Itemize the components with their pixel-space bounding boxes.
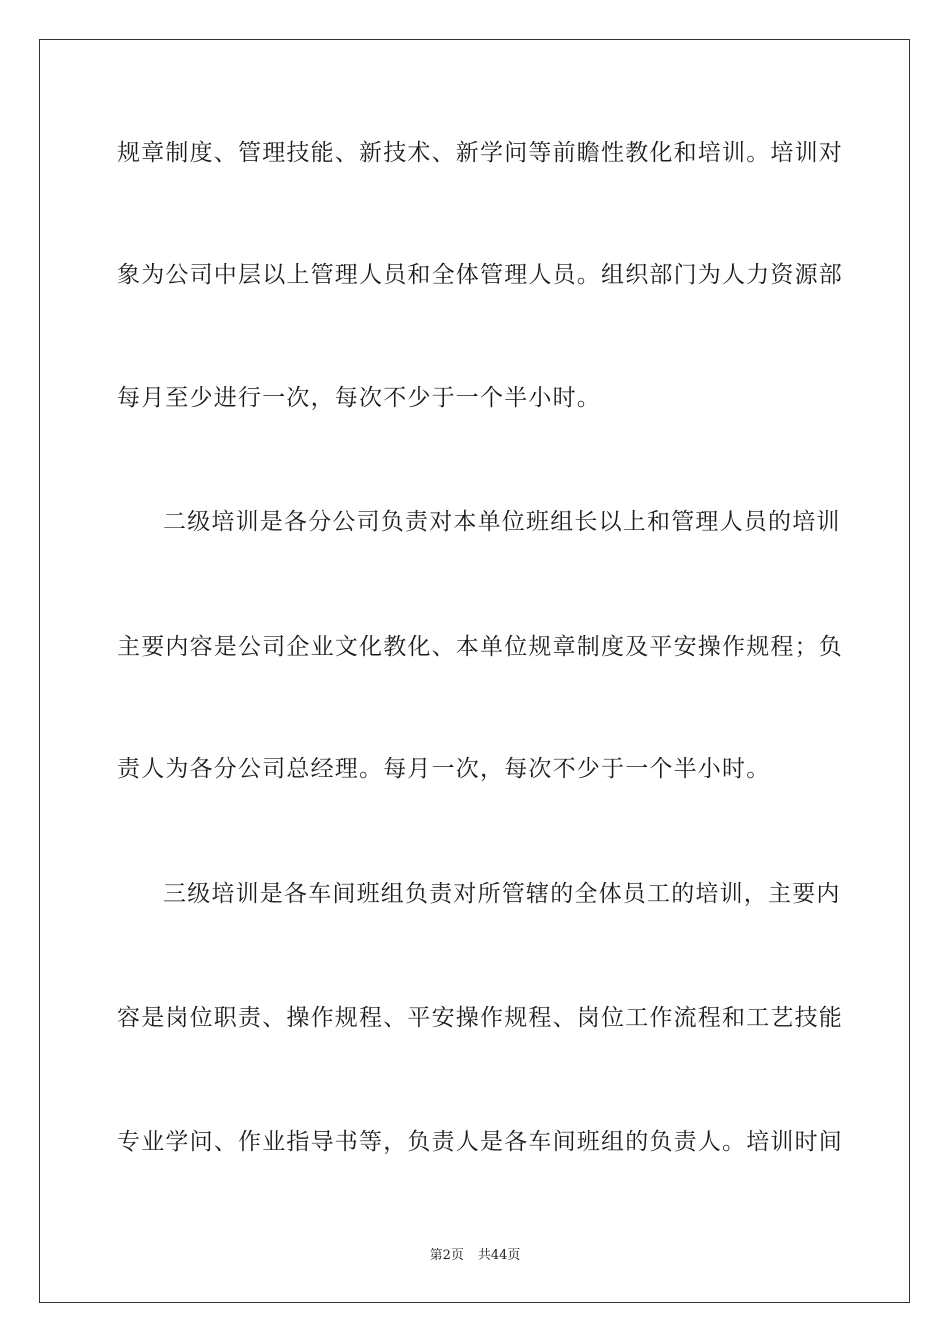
body-text-line: 专业学问、作业指导书等，负责人是各车间班组的负责人。培训时间	[117, 1129, 843, 1155]
page-border	[39, 39, 910, 1303]
paragraph-first-line: 二级培训是各分公司负责对本单位班组长以上和管理人员的培训	[163, 509, 841, 535]
body-text-line: 容是岗位职责、操作规程、平安操作规程、岗位工作流程和工艺技能	[117, 1005, 843, 1031]
page-number: 第2页	[429, 1248, 464, 1263]
body-text-line: 每月至少进行一次，每次不少于一个半小时。	[117, 385, 601, 411]
body-text-line: 规章制度、管理技能、新技术、新学问等前瞻性教化和培训。培训对	[117, 140, 843, 166]
body-text-line: 象为公司中层以上管理人员和全体管理人员。组织部门为人力资源部	[117, 262, 843, 288]
body-text-line: 责人为各分公司总经理。每月一次，每次不少于一个半小时。	[117, 756, 771, 782]
paragraph-first-line: 三级培训是各车间班组负责对所管辖的全体员工的培训，主要内	[163, 881, 841, 907]
body-text-line: 主要内容是公司企业文化教化、本单位规章制度及平安操作规程；负	[117, 634, 843, 660]
page-total: 共44页	[477, 1248, 521, 1263]
page-footer	[0, 1247, 950, 1265]
